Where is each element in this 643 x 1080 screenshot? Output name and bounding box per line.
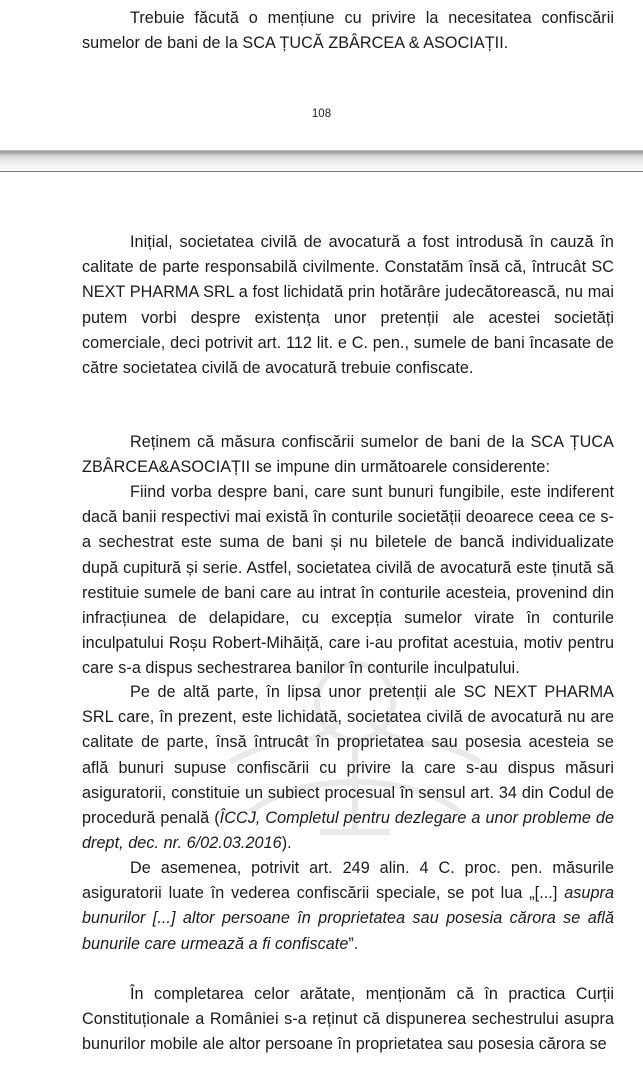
previous-page-bottom: [0, 0, 643, 150]
paragraph-parte-citation: ÎCCJ, Completul pentru dezlegare a unor probleme de drept, dec. nr. 6/02.03.2016: [82, 809, 614, 853]
paragraph-asemenea-text: De asemenea, potrivit art. 249 alin. 4 C. proc. pen. măsurile asiguratorii luate în vederea confiscării speciale, se pot lua „[...]: [82, 859, 614, 903]
paragraph-parte: [82, 680, 614, 856]
paragraph-asemenea-quote: asupra bunurilor [...] altor persoane în proprietatea sau posesia cărora se află bunurile care urmează a fi confiscate: [82, 884, 614, 953]
closing-paragraph: Trebuie făcută o mențiune cu privire la necesitatea confiscării sumelor de bani de la SCA ȚUCĂ ZBÂRCEA & ASOCIAȚII.: [82, 9, 614, 53]
page-number: 108: [311, 108, 332, 120]
paragraph-initial: Inițial, societatea civilă de avocatură a fost introdusă în cauză în calitate de parte responsabilă civilmente. Constatăm însă că, întrucât SC NEXT PHARMA SRL a fost lichidată prin hotărâre judecătorească, nu mai putem vorbi despre existența unor pretenții ale acestei societăți comerciale, deci potrivit art. 112 lit. e C. pen., sumele de bani încasate de către societatea civilă de avocatură trebuie confiscate.: [82, 233, 614, 378]
paragraph-parte-end: ).: [281, 834, 292, 853]
page-separator: [0, 150, 643, 172]
paragraph-asemenea-end: ”.: [348, 934, 359, 953]
paragraph-asemenea: [82, 856, 614, 957]
paragraph-completare: În completarea celor arătate, menționăm că în practica Curții Constituționale a României s-a reținut că dispunerea sechestrului asupra bunurilor mobile ale altor persoane în proprietatea sau posesia cărora se: [82, 985, 614, 1054]
paragraph-retinem: Reținem că măsura confiscării sumelor de bani de la SCA ȚUCA ZBÂRCEA&ASOCIAȚII se impune din următoarele considerente:: [82, 433, 614, 477]
paragraph-bani: Fiind vorba despre bani, care sunt bunuri fungibile, este indiferent dacă banii respectivi mai există în conturile societății deoarece ceea ce s-a sechestrat este suma de bani și nu biletele de bancă individualizate după cupitură și serie. Astfel, societatea civilă de avocatură este ținută să restituie sumele de bani care au intrat în conturile acesteia, provenind din infracțiunea de delapidare, cu excepția sumelor virate în conturile inculpatului Roșu Robert-Mihăiță, care i-au profitat acestuia, motiv pentru care s-a dispus sechestrarea banilor în conturile inculpatului.: [82, 483, 614, 678]
paragraph-parte-text: Pe de altă parte, în lipsa unor pretenții ale SC NEXT PHARMA SRL care, în prezent, este lichidată, societatea civilă de avocatură nu are calitate de parte, însă întrucât în proprietatea sau posesia acesteia se află bunuri supuse confiscării cu privire la care s-au dispus măsuri asiguratorii, constituie un subiect procesual în sensul art. 34 din Codul de procedură penală (: [82, 683, 614, 828]
